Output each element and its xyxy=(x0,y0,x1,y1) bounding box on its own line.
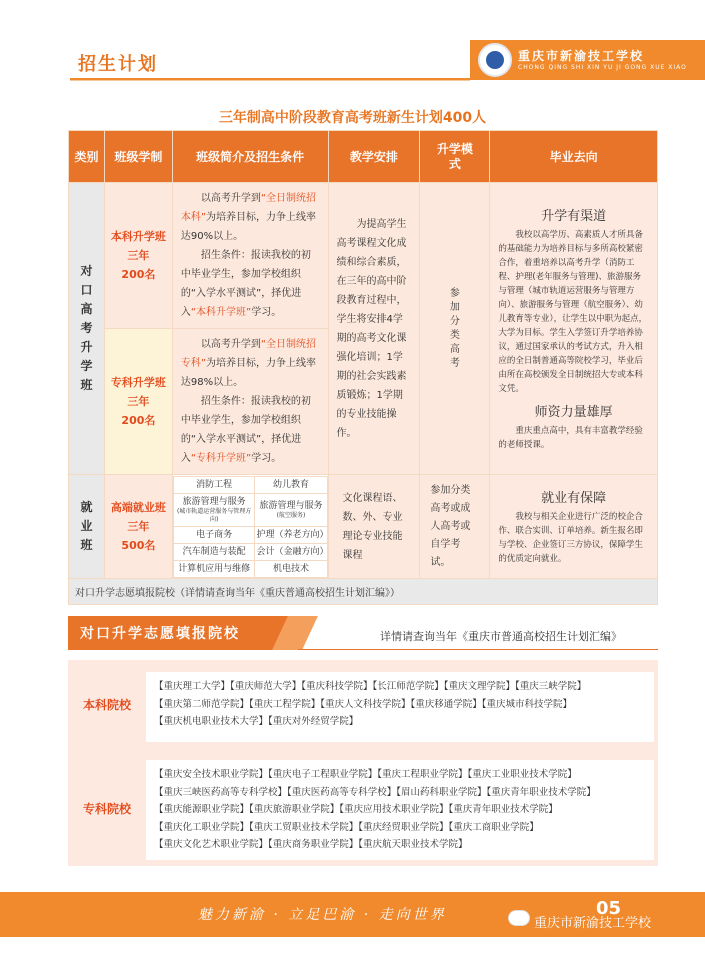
program-years: 三年 xyxy=(127,520,150,533)
mode-cell-employ: 参加分类高考或成人高考或自学考试。 xyxy=(420,475,490,579)
bachelor-schools-list xyxy=(146,672,654,742)
school-name: 重庆市新渝技工学校 xyxy=(518,49,645,63)
major-row xyxy=(173,543,327,560)
major-row xyxy=(173,526,327,543)
section-title: 招生计划 xyxy=(78,54,158,75)
school-logo-icon xyxy=(478,43,512,77)
table-row xyxy=(69,183,658,329)
school-list-line: 【重庆安全技术职业学院】【重庆电子工程职业学院】【重庆工程职业学院】【重庆工业职业技术学院】 xyxy=(154,769,577,780)
major-item: 电子商务 xyxy=(173,526,255,543)
program-cell-bachelor xyxy=(104,183,172,329)
major-item: 旅游管理与服务 (航空服务) xyxy=(255,493,327,526)
program-years: 三年 xyxy=(127,395,150,408)
program-name: 专科升学班 xyxy=(110,376,166,389)
section-underline xyxy=(298,649,658,650)
major-item: 计算机应用与维修 xyxy=(173,560,255,577)
enrollment-table xyxy=(68,130,658,605)
header-mode: 升学模式 xyxy=(420,131,490,183)
intro-highlight: “专科升学班” xyxy=(190,453,252,464)
header-teaching: 教学安排 xyxy=(328,131,420,183)
destination-heading: 升学有渠道 xyxy=(541,208,607,224)
table-header-row xyxy=(69,131,658,183)
destination-text: 我校以高学历、高素质人才所具备的基础能力为培养目标与多所高校紧密合作，着重培养以高考升学（消防工程、护理(老年服务与管理)、旅游服务与管理（城市轨道运营服务与管理方向）、旅游服务与管理（航空服务）、幼儿教育等专业），让学生以中职为起点，大学为目标。学生入学签订升学培养协议，通过国家承认的考试方式，升入相应的全日制普通高等院校学习，毕业后由所在高校颁发全日制统招大专或本科文凭。 xyxy=(498,229,648,394)
program-count: 200名 xyxy=(121,268,156,281)
program-count: 500名 xyxy=(121,539,156,552)
table-footnote: 对口升学志愿填报院校（详情请查询当年《重庆普通高校招生计划汇编》） xyxy=(69,579,658,605)
destination-cell-employ xyxy=(490,475,658,579)
header-program: 班级学制 xyxy=(104,131,172,183)
footer-slogan: 魅力新渝 · 立足巴渝 · 走向世界 xyxy=(198,907,447,923)
school-list-line: 【重庆能源职业学院】【重庆旅游职业学院】【重庆应用技术职业学院】【重庆青年职业技术学院】 xyxy=(154,804,558,815)
intro-highlight: “本科升学班” xyxy=(190,307,252,318)
wechat-icon xyxy=(508,910,530,926)
associate-schools-label: 专科院校 xyxy=(82,802,131,816)
intro-text: 招生条件：报读我校的初中毕业学生，参加学校组织的“入学水平测试”，择优进入 xyxy=(180,250,311,318)
page-number: 05 xyxy=(596,898,622,919)
header-category: 类别 xyxy=(69,131,105,183)
category-cell: 就业班 xyxy=(69,475,105,579)
intro-cell-bachelor xyxy=(172,183,328,329)
major-row xyxy=(173,560,327,577)
intro-highlight: “全日制统招本科” xyxy=(180,193,317,223)
header-destination: 毕业去向 xyxy=(490,131,658,183)
majors-table xyxy=(173,476,328,578)
major-row xyxy=(173,476,327,493)
teaching-cell-employ: 文化课程语、数、外、专业理论专业技能课程 xyxy=(328,475,420,579)
mode-cell: 参加分类高考 xyxy=(420,183,490,475)
major-item: 会计（金融方向） xyxy=(255,543,327,560)
program-cell-associate xyxy=(104,329,172,475)
intro-text: 为培养目标，力争上线率达90%以上。 xyxy=(180,212,317,242)
school-list-line: 【重庆机电职业技术大学】【重庆对外经贸学院】 xyxy=(154,716,359,727)
major-item: 旅游管理与服务 (城市轨道运营服务与管理方向) xyxy=(173,493,255,526)
major-item: 机电技术 xyxy=(255,560,327,577)
major-item: 幼儿教育 xyxy=(255,476,327,493)
school-list-line: 【重庆三峡医药高等专科学校】【重庆医药高等专科学校】【眉山药科职业学院】【重庆青年职业技术学院】 xyxy=(154,786,596,798)
program-cell-employ xyxy=(104,475,172,579)
school-list-line: 【重庆第二师范学院】【重庆工程学院】【重庆人文科技学院】【重庆移通学院】【重庆城市科技学院】 xyxy=(154,698,573,710)
intro-text: 学习。 xyxy=(251,307,282,318)
major-row xyxy=(173,493,327,526)
destination-text: 重庆重点高中，具有丰富教学经验的老师授课。 xyxy=(498,425,643,450)
table-footnote-row xyxy=(69,579,658,605)
destination-text: 我校与相关企业进行广泛的校企合作、联合实训、订单培养。新生报名即与学校、企业签订三方协议，保障学生的优质定向就业。 xyxy=(498,511,643,564)
school-list-line: 【重庆文化艺术职业学院】【重庆商务职业学院】【重庆航天职业技术学院】 xyxy=(154,839,468,850)
category-cell: 对口高考升学班 xyxy=(69,183,105,475)
intro-text: 招生条件：报读我校的初中毕业学生，参加学校组织的“入学水平测试”，择优进入 xyxy=(180,396,311,464)
destination-cell xyxy=(490,183,658,475)
major-item: 汽车制造与装配 xyxy=(173,543,255,560)
intro-text: 以高考升学到 xyxy=(200,339,261,350)
program-count: 200名 xyxy=(121,414,156,427)
program-name: 高端就业班 xyxy=(110,501,166,514)
destination-heading: 就业有保障 xyxy=(541,490,607,506)
header-intro: 班级简介及招生条件 xyxy=(172,131,328,183)
teaching-cell: 为提高学生高考课程文化成绩和综合素质，在三年的高中阶段教育过程中，学生将安排4学期的高考文化课强化培训；1学期的社会实践素质锻炼；1学期的专业技能操作。 xyxy=(328,183,420,475)
school-name-pinyin: CHONG QING SHI XIN YU JI GONG XUE XIAO xyxy=(518,64,687,71)
intro-cell-associate xyxy=(172,329,328,475)
associate-schools-list xyxy=(146,760,654,860)
bachelor-schools-label: 本科院校 xyxy=(82,698,131,712)
school-list-line: 【重庆理工大学】【重庆师范大学】【重庆科技学院】【长江师范学院】【重庆文理学院】【重庆三峡学院】 xyxy=(154,681,587,692)
majors-cell xyxy=(172,475,328,579)
table-title: 三年制高中阶段教育高考班新生计划400人 xyxy=(218,110,487,126)
intro-text: 为培养目标，力争上线率达98%以上。 xyxy=(180,358,317,388)
table-row xyxy=(69,475,658,579)
header-divider-light xyxy=(70,80,470,81)
schools-section-title: 对口升学志愿填报院校 xyxy=(80,626,240,642)
program-name: 本科升学班 xyxy=(110,230,166,243)
major-item: 护理（养老方向） xyxy=(255,526,327,543)
wechat-account-name: 重庆市新渝技工学校 xyxy=(534,916,652,931)
program-years: 三年 xyxy=(127,249,150,262)
schools-section-note: 详情请查询当年《重庆市普通高校招生计划汇编》 xyxy=(380,630,622,643)
destination-heading: 师资力量雄厚 xyxy=(534,404,613,420)
school-list-line: 【重庆化工职业学院】【重庆工贸职业技术学院】【重庆经贸职业学院】【重庆工商职业学院】 xyxy=(154,821,539,833)
intro-highlight: “全日制统招专科” xyxy=(180,339,317,369)
major-item: 消防工程 xyxy=(173,476,255,493)
logo-emblem-icon xyxy=(486,51,504,69)
intro-text: 学习。 xyxy=(251,453,282,464)
intro-text: 以高考升学到 xyxy=(200,193,261,204)
